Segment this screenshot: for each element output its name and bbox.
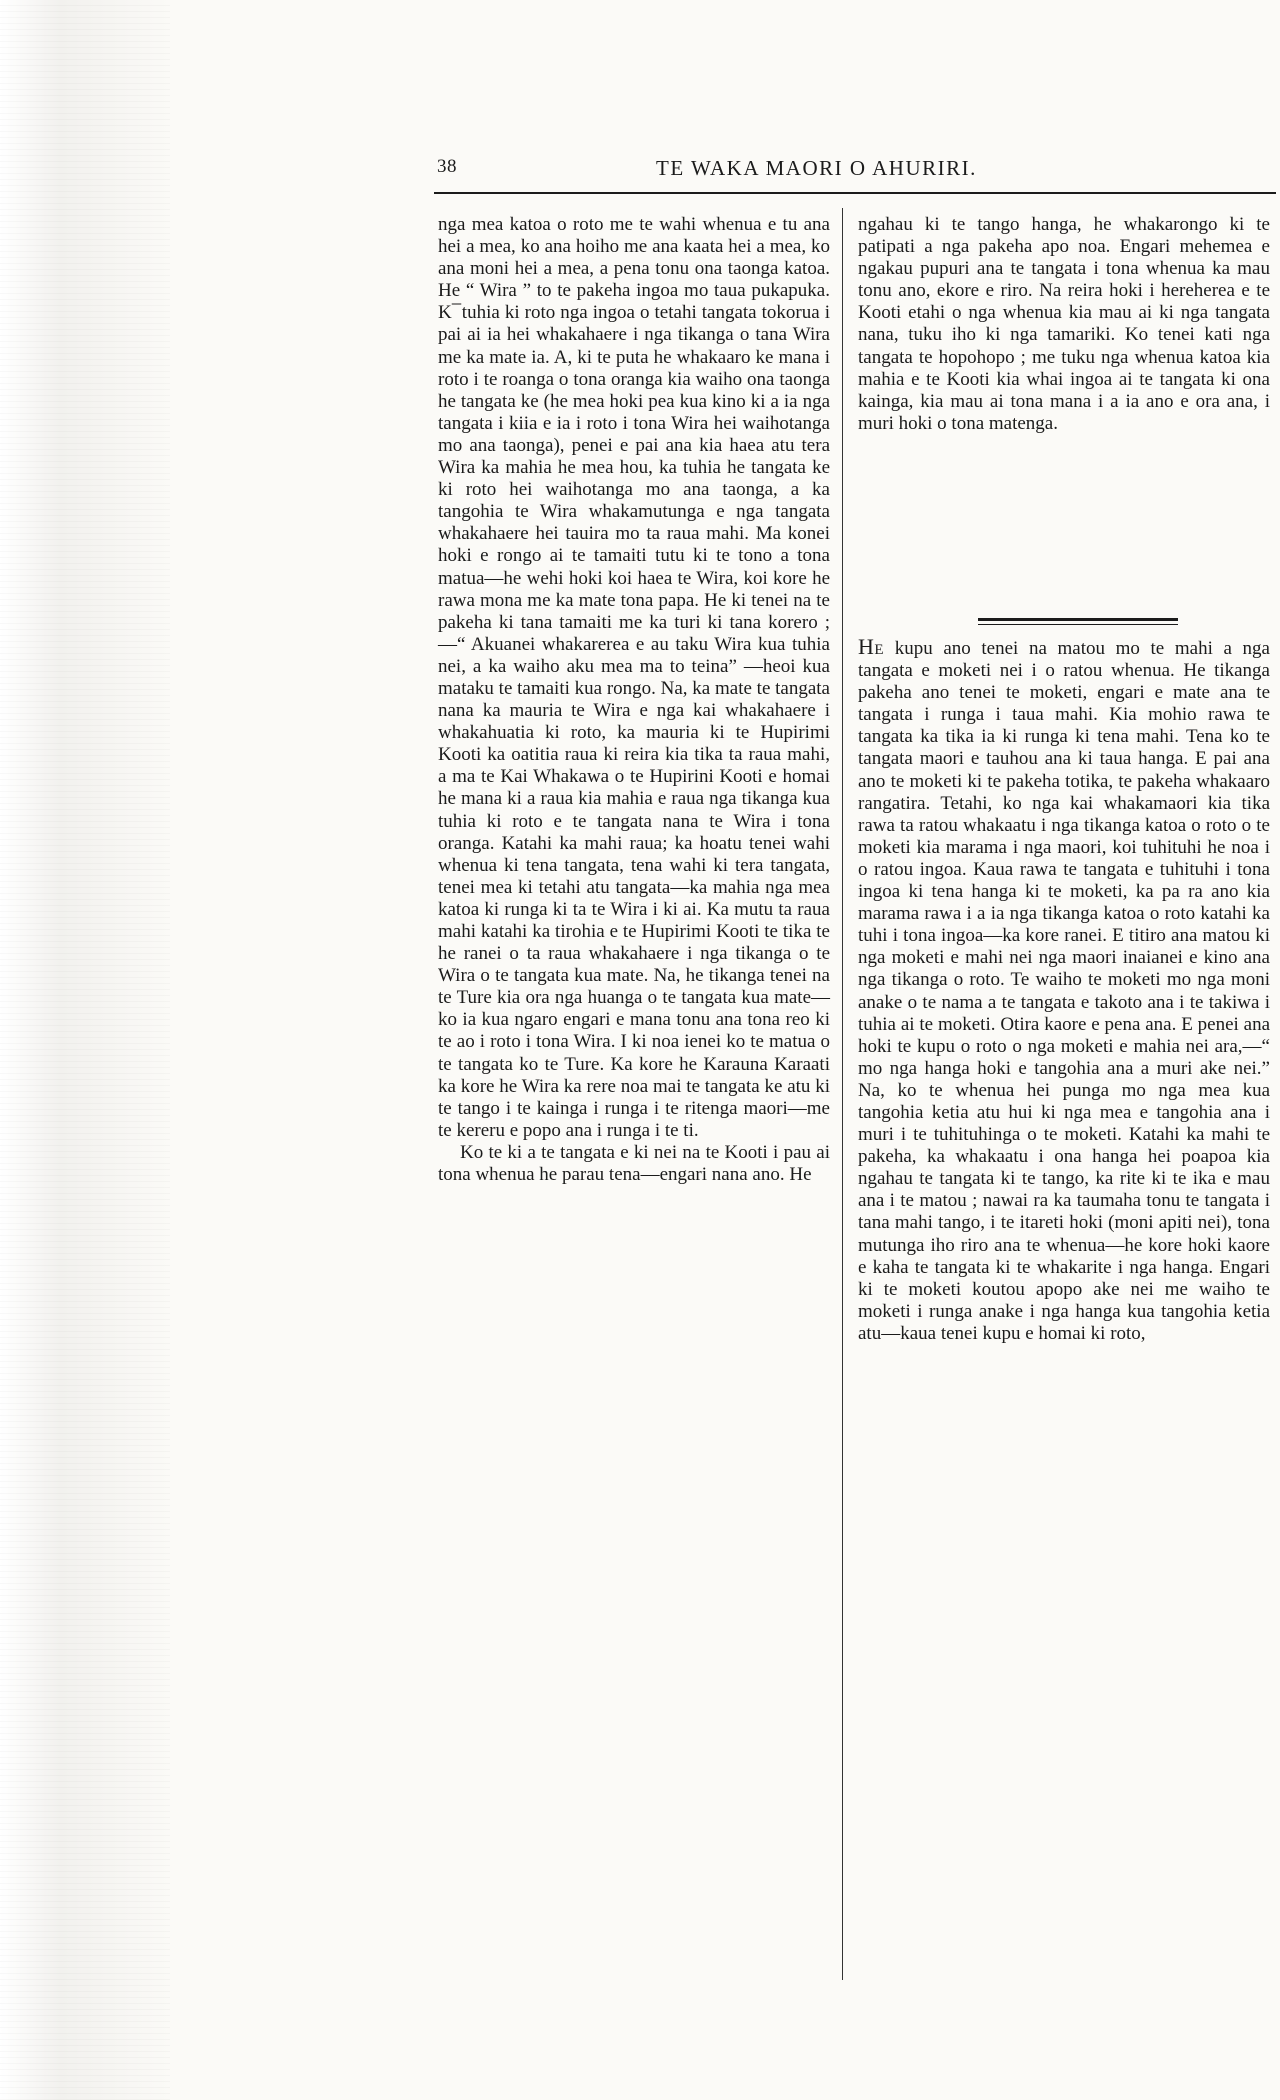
left-paragraph-1: nga mea katoa o roto me te wahi whenua e tu ana hei a mea, ko ana hoiho me ana kaata hei a mea, ko ana moni hei a mea, a pena tonu ona taonga katoa. He “ Wira ” to te pakeha ingoa mo taua pukapuka. K ̅ tuhia ki roto nga ingoa o tetahi tangata tokorua i pai ai ia hei whakahaere i nga tikanga o tana Wira me ka mate ia. A, ki te puta he whakaaro ke mana i roto i te roanga o tona oranga kia waiho ona taonga he tangata ke (he mea hoki pea kua kino ki a ia nga tangata i kiia e ia i roto i tona Wira hei waihotanga mo ana taonga), penei e pai ana kia haea atu tera Wira ka mahia he mea hou, ka tuhia he tangata ke ki roto hei waihotanga mo ana taonga, a ka tangohia te Wira whakamutunga e nga tangata whakahaere hei tauira mo ta raua mahi. Ma konei hoki e rongo ai te tamaiti tutu ki te tono a tona matua—he wehi hoki koi haea te Wira, koi kore he rawa mona me ka mate tona papa. He ki tenei na te pakeha ki tana tamaiti me ka turi ki tana korero ;—“ Akuanei whakarerea e au taku Wira kua tuhia nei, a ka waiho aku mea ma to teina” —heoi kua mataku te tamaiti kua rongo. Na, ka mate te tangata nana ka mauria te Wira e nga kai whakahaere i whakahuatia ki roto, ka mauria ki te Hupirimi Kooti ka oatitia raua ki reira kia tika ta raua mahi, a ma te Kai Whakawa o te Hupirini Kooti e homai he mana ki a raua kia mahia e raua nga tikanga kua tuhia ki roto e te tangata nana te Wira i tona oranga. Katahi ka mahi raua; ka hoatu tenei wahi whenua ki tena tangata, tena wahi ki tera tangata, tenei mea ki tetahi atu tangata—ka mahia nga mea katoa ki runga ki ta te Wira i ki ai. Ka mutu ta raua mahi katahi ka tirohia e te Hupirimi Kooti te tika te he ranei o ta raua whakahaere i nga tikanga o te Wira o te tangata kua mate. Na, he tikanga tenei na te Ture kia ora nga huanga o te tangata kua mate—ko ia kua ngaro engari e mana tonu ana tona reo ki te ao i roto i tona Wira. I ki noa ienei ko te matua o te tangata ko te Ture. Ka kore he Karauna Karaati ka kore he Wira ka rere noa mai te tangata ke atu ki te tango i te kainga i runga i te ritenga maori—me te kereru e popo ana i runga i te ti. — [438, 214, 830, 1141]
right-column-article — [858, 636, 1270, 1345]
right-continuation-paragraph: ngahau ki te tango hanga, he whakarongo ki te patipati a nga pakeha apo noa. Engari mehemea e ngakau pupuri ana te tangata i tona whenua ka mau tonu ano, ekore e riro. Na reira hoki i hereherea e te Kooti etahi o nga whenua kia mau ai ki nga tangata nana, tuku iho ki nga tamariki. Ko tenei kati nga tangata te hopohopo ; me tuku nga whenua katoa kia mahia e te Kooti kia whai ingoa ai te tangata ki ona kainga, kia mau ai tona mana i a ia ano e ora ana, i muri hoki o tona matenga. — [858, 214, 1270, 434]
right-column-continuation — [858, 214, 1270, 435]
article-paragraph — [858, 636, 1270, 1345]
column-divider — [842, 208, 843, 1980]
gutter-texture — [0, 0, 170, 2100]
left-column — [438, 214, 830, 1186]
left-paragraph-2: Ko te ki a te tangata e ki nei na te Kooti i pau ai tona whenua he parau tena—engari nana ano. He — [438, 1141, 830, 1186]
article-separator-thick — [978, 618, 1178, 621]
page-number: 38 — [437, 156, 457, 177]
article-separator-thin — [978, 624, 1178, 625]
header-rule — [434, 192, 1276, 194]
article-body: kupu ano tenei na matou mo te mahi a nga tangata e moketi nei i o ratou whenua. He tikanga pakeha ano tenei te moketi, engari e mate ana te tangata i runga i taua mahi. Kia mohio rawa te tangata ka tika ia ki runga ki tena mahi. Tena ko te tangata maori e tauhou ana ki taua hanga. E pai ana ano te moketi ki te pakeha totika, te pakeha whakaaro rangatira. Tetahi, ko nga kai whakamaori kia tika rawa ta ratou whakaatu i nga tikanga katoa o roto o te moketi kia marama i nga maori, koi tuhituhi he noa i o ratou ingoa. Kaua rawa te tangata e tuhituhi i tona ingoa ki tena hanga ki te moketi, ka pa ra ano kia marama rawa i a ia nga tikanga katoa o roto katahi ka tuhi i tona ingoa—ka kore ranei. E titiro ana matou ki nga moketi e mahi nei nga maori inaianei e kino ana nga tikanga o roto. Te waiho te moketi mo nga moni anake o te nama a te tangata e takoto ana i te takiwa i tuhia ai te moketi. Otira kaore e pena ana. E penei ana hoki te kupu o roto o nga moketi e mahia nei ara,—“ mo nga hanga hoki e tangohia ana a muri ake nei.” Na, ko te whenua hei punga mo nga mea kua tangohia ketia atu hui ki nga mea e tangohia ana i muri i te tuhituhinga o te moketi. Katahi ka mahi te pakeha, ka whakaatu i ona hanga hei poapoa kia ngahau te tangata ki te tango, ka rite ki te ika e mau ana i te matou ; nawai ra ka taumaha tonu te tangata i tana mahi tango, i te itareti hoki (moni apiti nei), tona mutunga iho riro ana te whenua—he kore hoki kaore e kaha te tangata ki te whakarite i nga hanga. Engari ki te moketi koutou apopo ake nei me waiho te moketi i runga anake i nga hanga kua tangohia ketia atu—kaua tenei kupu e homai ki roto, — [858, 638, 1270, 1344]
running-head-title: TE WAKA MAORI O AHURIRI. — [656, 156, 977, 180]
article-lead-word: He — [858, 634, 885, 659]
